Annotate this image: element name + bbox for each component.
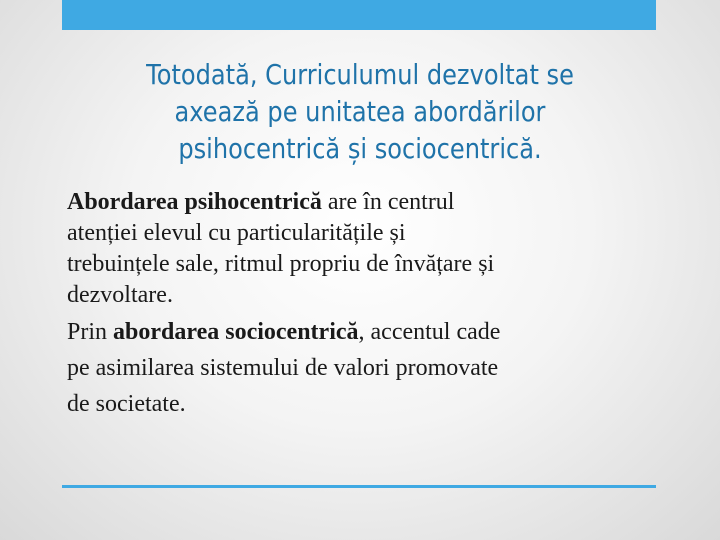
paragraph-2-prefix: Prin <box>67 319 114 345</box>
title-line-1: Totodată, Curriculumul dezvoltat se <box>146 58 574 91</box>
paragraph-1-line-4: dezvoltare. <box>67 282 173 308</box>
slide-body <box>67 187 667 422</box>
bold-term-psihocentrica: Abordarea psihocentrică <box>67 189 322 215</box>
paragraph-1-line-3: trebuințele sale, ritmul propriu de învățare și <box>67 251 495 277</box>
paragraph-2-line-1 <box>67 314 667 350</box>
top-accent-bar <box>62 0 656 30</box>
paragraph-2-line-3: de societate. <box>67 391 186 417</box>
title-line-2: axează pe unitatea abordărilor <box>174 95 546 128</box>
paragraph-1-line-1 <box>67 187 667 218</box>
paragraph-2-line-2: pe asimilarea sistemului de valori promovate <box>67 355 499 381</box>
paragraph-2-line-1-text: , accentul cade <box>358 319 501 345</box>
bold-term-sociocentrica: abordarea sociocentrică <box>113 319 359 345</box>
paragraph-sociocentrica <box>67 314 667 422</box>
paragraph-psihocentrica <box>67 187 667 311</box>
bottom-accent-rule <box>62 485 656 488</box>
paragraph-1-line-2: atenției elevul cu particularitățile și <box>67 220 406 246</box>
paragraph-1-line-1-text: are în centrul <box>321 189 455 215</box>
title-line-3: psihocentrică și sociocentrică. <box>178 132 542 165</box>
slide-title <box>102 56 618 167</box>
